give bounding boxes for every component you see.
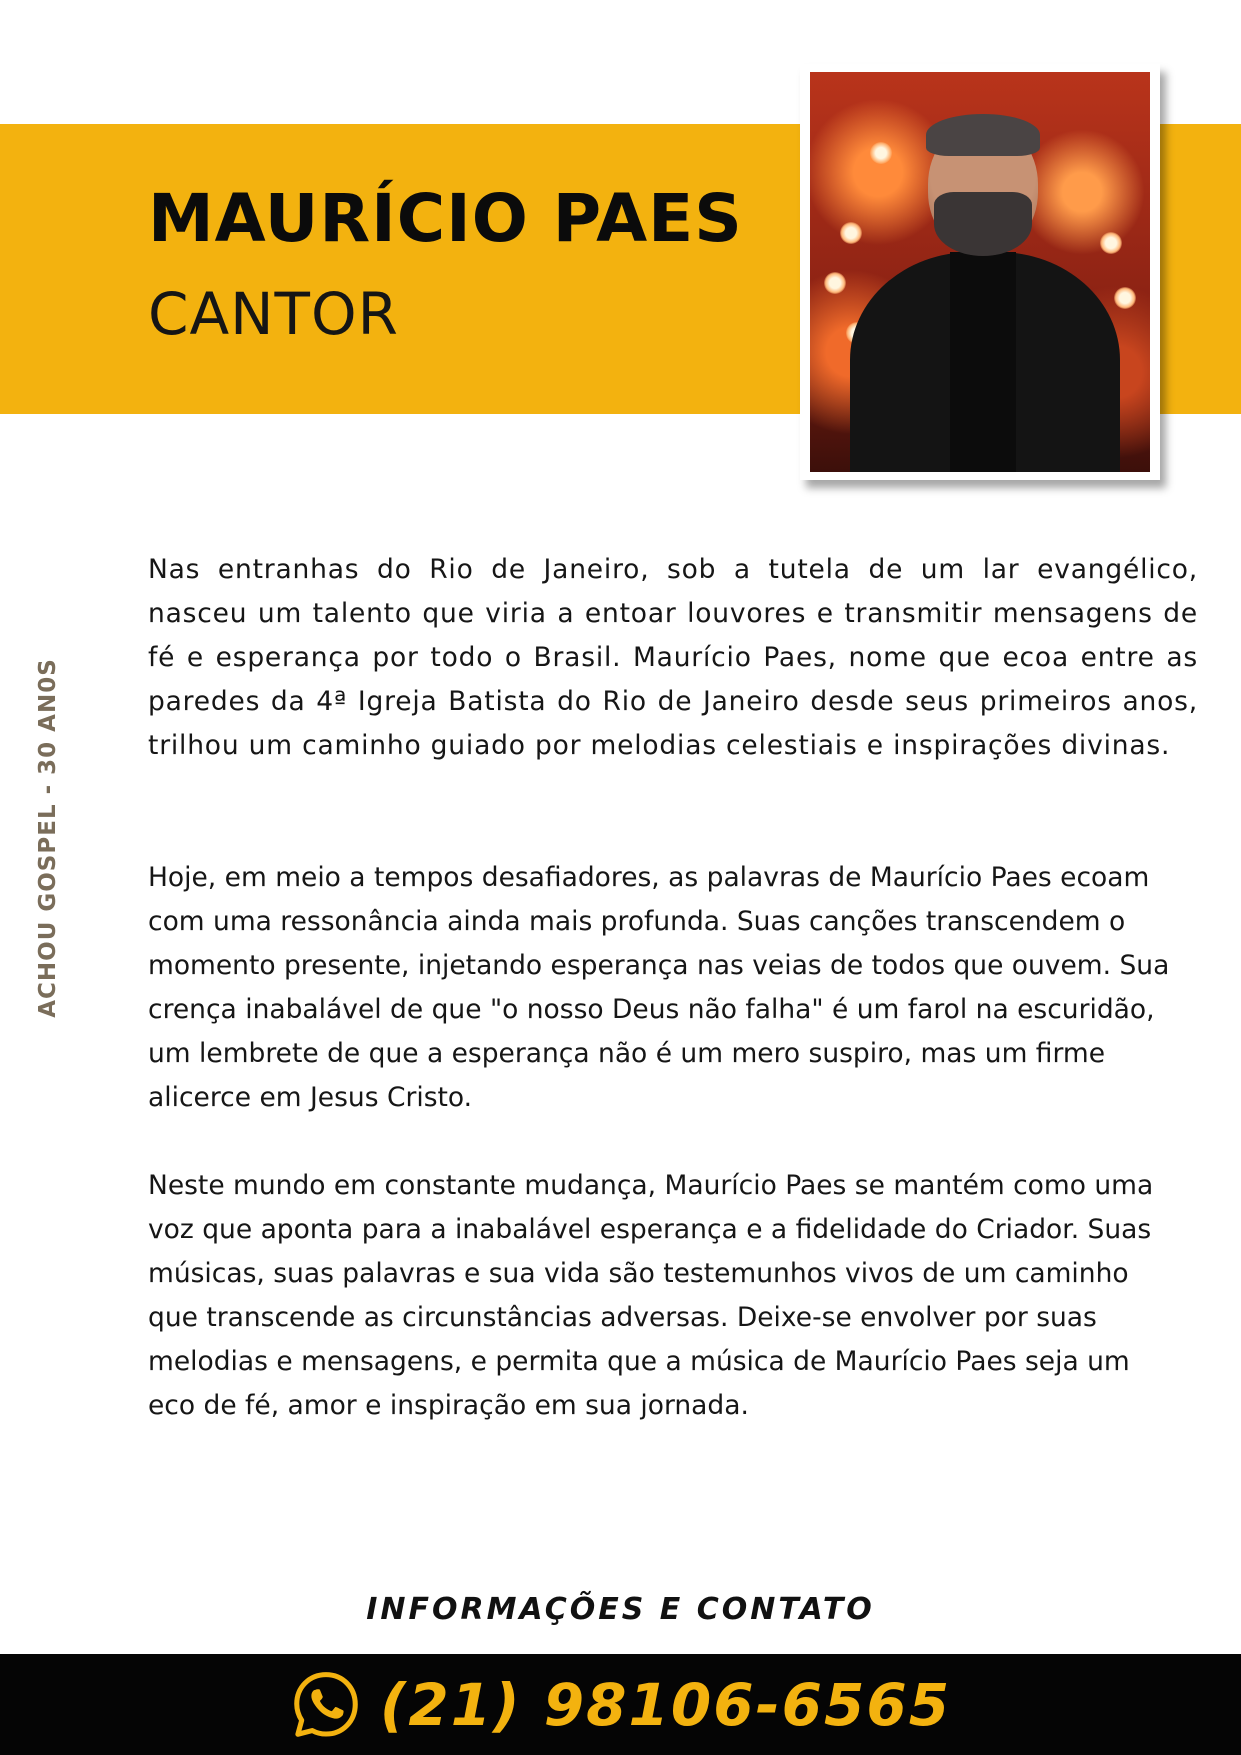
side-label: ACHOU GOSPEL - 30 AN0S — [35, 658, 61, 1018]
bio-paragraph-3: Neste mundo em constante mudança, Maurício Paes se mantém como uma voz que aponta para a inabalável esperança e a fidelidade do Criador. Suas músicas, suas palavras e sua vida são testemunhos vivos de um caminho que transcende as circunstâncias adversas. Deixe-se envolver por suas melodias e mensagens, e permita que a música de Maurício Paes seja um eco de fé, amor e inspiração em sua jornada. — [148, 1170, 1154, 1421]
phone-row[interactable] — [0, 1654, 1241, 1755]
stage-light — [824, 272, 846, 294]
stage-light — [1100, 232, 1122, 254]
artist-role: CANTOR — [148, 280, 399, 348]
person-hair — [926, 114, 1040, 156]
bio-paragraph-1: Nas entranhas do Rio de Janeiro, sob a tutela de um lar evangélico, nasceu um talento que viria a entoar louvores e transmitir mensagens de fé e esperança por todo o Brasil. Maurício Paes, nome que ecoa entre as paredes da 4ª Igreja Batista do Rio de Janeiro desde seus primeiros anos, trilhou um caminho guiado por melodias celestiais e inspirações divinas. — [148, 554, 1198, 761]
phone-number[interactable]: (21) 98106-6565 — [379, 1670, 952, 1739]
stage-light — [840, 222, 862, 244]
person-shirt — [950, 252, 1016, 472]
artist-photo-frame — [800, 64, 1160, 480]
stage-light — [870, 142, 892, 164]
contact-bar — [0, 1654, 1241, 1755]
whatsapp-icon — [290, 1669, 362, 1741]
person-beard — [934, 192, 1032, 256]
stage-light — [1114, 287, 1136, 309]
artist-name: MAURÍCIO PAES — [148, 180, 743, 257]
bio-paragraph-2: Hoje, em meio a tempos desafiadores, as palavras de Maurício Paes ecoam com uma ressonância ainda mais profunda. Suas canções transcendem o momento presente, injetando esperança nas veias de todos que ouvem. Sua crença inabalável de que "o nosso Deus não falha" é um farol na escuridão, um lembrete de que a esperança não é um mero suspiro, mas um firme alicerce em Jesus Cristo. — [148, 862, 1170, 1113]
contact-heading: INFORMAÇÕES E CONTATO — [366, 1592, 875, 1627]
artist-photo — [810, 72, 1150, 472]
